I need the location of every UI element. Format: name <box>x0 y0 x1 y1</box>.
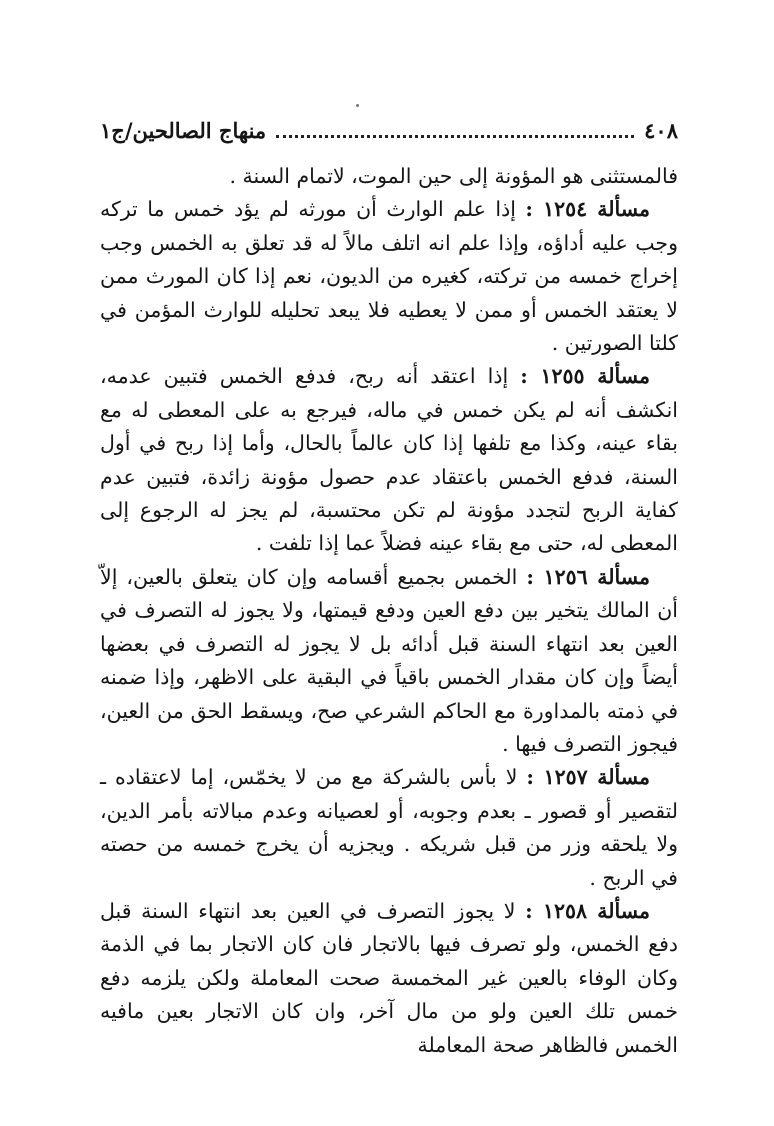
paragraph <box>100 193 678 360</box>
paragraph-text: فالمستثنى هو المؤونة إلى حين الموت، لاتمام السنة . <box>229 164 678 188</box>
issue-label: مسألة ١٢٥٨ : <box>525 898 651 923</box>
issue-label: مسألة ١٢٥٤ : <box>525 197 651 222</box>
paragraph <box>100 895 678 1062</box>
page-number: ٤٠٨ <box>644 117 678 143</box>
page-body <box>100 160 678 1062</box>
print-mark <box>356 104 359 107</box>
paragraph-text: الخمس بجميع أقسامه وإن كان يتعلق بالعين، إلاّ أن المالك يتخير بين دفع العين ودفع قيمتها، ولا يجوز له التصرف في العين بعد انتهاء السنة قبل أدائه بل لا يجوز له التصرف في بعضها أيضاً وإن كان مقدار الخمس باقياً في البقية على الاظهر، وإذا ضمنه في ذمته بالمداورة مع الحاكم الشرعي صح، ويسقط الحق من العين، فيجوز التصرف فيها . <box>100 564 678 756</box>
issue-label: مسألة ١٢٥٧ : <box>526 765 650 790</box>
header-dotted-leader <box>276 135 634 138</box>
paragraph-text: إذا اعتقد أنه ربح، فدفع الخمس فتبين عدمه، انكشف أنه لم يكن خمس في ماله، فيرجع به على المعطى له مع بقاء عينه، وكذا مع تلفها إذا كان عالماً بالحال، وأما إذا ربح في أول السنة، فدفع الخمس باعتقاد عدم حصول مؤونة زائدة، فتبين عدم كفاية الربح لتجدد مؤونة لم تكن محتسبة، لم يجز له الرجوع إلى المعطى له، حتى مع بقاء عينه فضلاً عما إذا تلفت . <box>100 364 678 556</box>
issue-label: مسألة ١٢٥٦ : <box>526 564 651 589</box>
paragraph <box>100 160 678 193</box>
page-header <box>100 112 678 148</box>
paragraph-text: لا يجوز التصرف في العين بعد انتهاء السنة قبل دفع الخمس، ولو تصرف فيها بالاتجار فان كان الاتجار بما في الذمة وكان الوفاء بالعين غير المخمسة صحت المعاملة ولكن يلزمه دفع خمس تلك العين ولو من مال آخر، وان كان الاتجار بعين مافيه الخمس فالظاهر صحة المعاملة <box>100 898 678 1057</box>
paragraph <box>100 360 678 560</box>
paragraph <box>100 761 678 895</box>
paragraph <box>100 561 678 761</box>
paragraph-text: لا بأس بالشركة مع من لا يخمّس، إما لاعتقاده ـ لتقصير أو قصور ـ بعدم وجوبه، أو لعصيانه وعدم مبالاته بأمر الدين، ولا يلحقه وزر من قبل شريكه . ويجزيه أن يخرج خمسه من حصته في الربح . <box>100 765 678 890</box>
paragraph-text: إذا علم الوارث أن مورثه لم يؤد خمس ما تركه وجب عليه أداؤه، وإذا علم انه اتلف مالاً له قد تعلق به الخمس وجب إخراج خمسه من تركته، كغيره من الديون، نعم إذا كان المورث ممن لا يعتقد الخمس أو ممن لا يعطيه فلا يبعد تحليله للوارث المؤمن في كلتا الصورتين . <box>100 197 678 356</box>
issue-label: مسألة ١٢٥٥ : <box>520 364 650 389</box>
book-title: منهاج الصالحين/ج١ <box>100 117 267 143</box>
